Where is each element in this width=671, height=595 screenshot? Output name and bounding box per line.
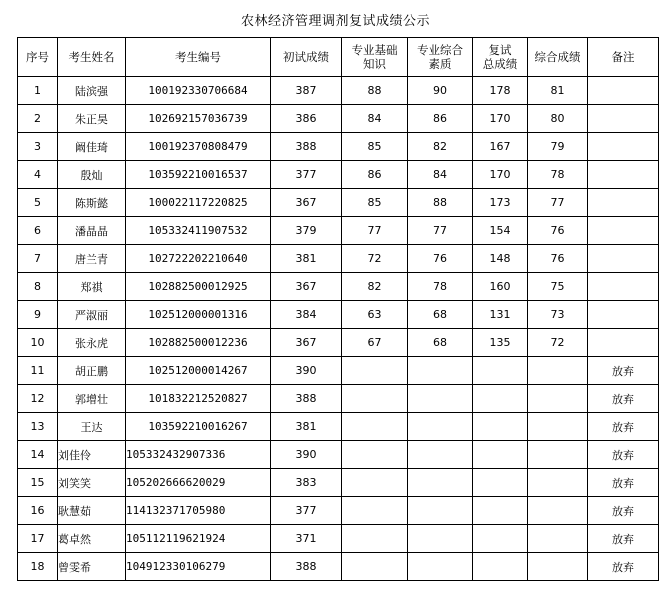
cell-note <box>588 105 659 133</box>
cell-comp: 78 <box>408 273 473 301</box>
cell-total <box>528 413 588 441</box>
header-retest-line2: 总成绩 <box>482 57 518 71</box>
cell-seq: 2 <box>18 105 58 133</box>
cell-seq: 6 <box>18 217 58 245</box>
table-row <box>18 301 659 329</box>
table-row <box>18 385 659 413</box>
cell-comp: 90 <box>408 77 473 105</box>
table-row <box>18 77 659 105</box>
cell-total: 79 <box>528 133 588 161</box>
cell-retest: 170 <box>473 105 528 133</box>
cell-basic: 63 <box>342 301 408 329</box>
cell-name: 张永虎 <box>58 329 126 357</box>
cell-note: 放弃 <box>588 357 659 385</box>
header-comp <box>408 38 473 77</box>
cell-name: 严淑丽 <box>58 301 126 329</box>
cell-note <box>588 245 659 273</box>
cell-basic: 88 <box>342 77 408 105</box>
table-row <box>18 441 659 469</box>
cell-total <box>528 497 588 525</box>
table-row <box>18 329 659 357</box>
cell-id: 105332411907532 <box>126 217 271 245</box>
cell-initial: 388 <box>271 133 342 161</box>
cell-comp: 86 <box>408 105 473 133</box>
cell-retest: 160 <box>473 273 528 301</box>
cell-initial: 367 <box>271 273 342 301</box>
cell-initial: 390 <box>271 441 342 469</box>
cell-retest <box>473 553 528 581</box>
cell-total: 72 <box>528 329 588 357</box>
cell-basic <box>342 413 408 441</box>
cell-name: 耿慧茹 <box>58 497 126 525</box>
cell-name: 潘晶晶 <box>58 217 126 245</box>
cell-name: 殷灿 <box>58 161 126 189</box>
cell-basic <box>342 553 408 581</box>
cell-note: 放弃 <box>588 385 659 413</box>
cell-id: 114132371705980 <box>126 497 271 525</box>
cell-id: 102882500012925 <box>126 273 271 301</box>
cell-seq: 13 <box>18 413 58 441</box>
cell-name: 郭增壮 <box>58 385 126 413</box>
table-row <box>18 245 659 273</box>
cell-initial: 371 <box>271 525 342 553</box>
cell-initial: 381 <box>271 413 342 441</box>
header-row <box>18 38 659 77</box>
cell-initial: 386 <box>271 105 342 133</box>
cell-note: 放弃 <box>588 469 659 497</box>
cell-retest: 148 <box>473 245 528 273</box>
cell-seq: 17 <box>18 525 58 553</box>
cell-name: 王达 <box>58 413 126 441</box>
cell-note: 放弃 <box>588 413 659 441</box>
cell-retest: 170 <box>473 161 528 189</box>
cell-comp: 88 <box>408 189 473 217</box>
cell-name: 陆滨强 <box>58 77 126 105</box>
cell-initial: 387 <box>271 77 342 105</box>
cell-seq: 7 <box>18 245 58 273</box>
cell-basic <box>342 469 408 497</box>
header-retest-line1: 复试 <box>488 43 512 57</box>
cell-retest: 167 <box>473 133 528 161</box>
cell-seq: 5 <box>18 189 58 217</box>
cell-seq: 18 <box>18 553 58 581</box>
table-row <box>18 161 659 189</box>
cell-total: 80 <box>528 105 588 133</box>
cell-name: 唐兰青 <box>58 245 126 273</box>
cell-note: 放弃 <box>588 441 659 469</box>
cell-id: 101832212520827 <box>126 385 271 413</box>
cell-id: 104912330106279 <box>126 553 271 581</box>
cell-comp <box>408 469 473 497</box>
cell-note <box>588 217 659 245</box>
cell-name: 刘笑笑 <box>58 469 126 497</box>
cell-basic <box>342 497 408 525</box>
cell-seq: 14 <box>18 441 58 469</box>
cell-seq: 8 <box>18 273 58 301</box>
table-row <box>18 553 659 581</box>
cell-total <box>528 525 588 553</box>
cell-name: 陈斯懿 <box>58 189 126 217</box>
cell-retest: 154 <box>473 217 528 245</box>
cell-id: 100192370808479 <box>126 133 271 161</box>
cell-comp: 68 <box>408 301 473 329</box>
cell-id: 102722202210640 <box>126 245 271 273</box>
header-basic <box>342 38 408 77</box>
cell-basic: 77 <box>342 217 408 245</box>
cell-total: 73 <box>528 301 588 329</box>
cell-basic: 85 <box>342 133 408 161</box>
cell-initial: 367 <box>271 189 342 217</box>
cell-initial: 384 <box>271 301 342 329</box>
cell-total <box>528 357 588 385</box>
cell-total <box>528 385 588 413</box>
cell-note <box>588 329 659 357</box>
cell-seq: 10 <box>18 329 58 357</box>
header-basic-line2: 知识 <box>363 57 386 71</box>
cell-basic: 82 <box>342 273 408 301</box>
cell-name: 郑祺 <box>58 273 126 301</box>
cell-id: 105332432907336 <box>126 441 271 469</box>
table-row <box>18 189 659 217</box>
table-row <box>18 217 659 245</box>
cell-note <box>588 189 659 217</box>
table-row <box>18 525 659 553</box>
cell-retest <box>473 497 528 525</box>
cell-total <box>528 553 588 581</box>
cell-initial: 377 <box>271 161 342 189</box>
cell-basic: 67 <box>342 329 408 357</box>
cell-seq: 3 <box>18 133 58 161</box>
cell-comp: 68 <box>408 329 473 357</box>
cell-basic <box>342 357 408 385</box>
cell-name: 朱正昊 <box>58 105 126 133</box>
cell-note <box>588 301 659 329</box>
cell-initial: 367 <box>271 329 342 357</box>
cell-retest: 131 <box>473 301 528 329</box>
cell-note <box>588 133 659 161</box>
cell-note: 放弃 <box>588 497 659 525</box>
cell-name: 胡正鹏 <box>58 357 126 385</box>
cell-initial: 379 <box>271 217 342 245</box>
cell-total: 76 <box>528 245 588 273</box>
cell-retest <box>473 525 528 553</box>
cell-comp <box>408 525 473 553</box>
table-row <box>18 497 659 525</box>
cell-total <box>528 441 588 469</box>
cell-id: 105112119621924 <box>126 525 271 553</box>
cell-comp <box>408 357 473 385</box>
cell-comp <box>408 553 473 581</box>
cell-comp: 82 <box>408 133 473 161</box>
table-row <box>18 273 659 301</box>
table-body <box>18 77 659 581</box>
table-row <box>18 413 659 441</box>
cell-basic: 84 <box>342 105 408 133</box>
header-basic-line1: 专业基础 <box>351 43 398 57</box>
page-title: 农林经济管理调剂复试成绩公示 <box>240 14 430 29</box>
cell-total: 78 <box>528 161 588 189</box>
header-note: 备注 <box>588 38 659 77</box>
cell-id: 100022117220825 <box>126 189 271 217</box>
cell-initial: 388 <box>271 553 342 581</box>
cell-initial: 388 <box>271 385 342 413</box>
table-row <box>18 133 659 161</box>
cell-retest <box>473 469 528 497</box>
cell-id: 103592210016267 <box>126 413 271 441</box>
table-row <box>18 105 659 133</box>
cell-retest <box>473 385 528 413</box>
header-comp-line1: 专业综合 <box>417 43 463 57</box>
cell-name: 刘佳伶 <box>58 441 126 469</box>
cell-note <box>588 161 659 189</box>
cell-initial: 390 <box>271 357 342 385</box>
cell-total: 76 <box>528 217 588 245</box>
header-name: 考生姓名 <box>58 38 126 77</box>
cell-retest: 173 <box>473 189 528 217</box>
cell-note <box>588 77 659 105</box>
cell-id: 102692157036739 <box>126 105 271 133</box>
results-table <box>17 37 659 581</box>
cell-comp: 76 <box>408 245 473 273</box>
cell-initial: 377 <box>271 497 342 525</box>
cell-basic <box>342 525 408 553</box>
cell-basic: 85 <box>342 189 408 217</box>
header-total: 综合成绩 <box>528 38 588 77</box>
cell-comp <box>408 497 473 525</box>
cell-id: 102512000001316 <box>126 301 271 329</box>
cell-id: 105202666620029 <box>126 469 271 497</box>
cell-seq: 16 <box>18 497 58 525</box>
cell-basic: 72 <box>342 245 408 273</box>
header-initial: 初试成绩 <box>271 38 342 77</box>
cell-retest: 135 <box>473 329 528 357</box>
cell-id: 103592210016537 <box>126 161 271 189</box>
cell-retest <box>473 441 528 469</box>
header-seq: 序号 <box>18 38 58 77</box>
cell-total: 75 <box>528 273 588 301</box>
cell-seq: 12 <box>18 385 58 413</box>
header-id: 考生编号 <box>126 38 271 77</box>
cell-retest <box>473 413 528 441</box>
cell-id: 100192330706684 <box>126 77 271 105</box>
cell-total: 77 <box>528 189 588 217</box>
header-retest <box>473 38 528 77</box>
cell-seq: 1 <box>18 77 58 105</box>
cell-note: 放弃 <box>588 525 659 553</box>
cell-note <box>588 273 659 301</box>
cell-seq: 9 <box>18 301 58 329</box>
cell-comp <box>408 441 473 469</box>
cell-comp <box>408 413 473 441</box>
cell-id: 102512000014267 <box>126 357 271 385</box>
cell-seq: 4 <box>18 161 58 189</box>
cell-total: 81 <box>528 77 588 105</box>
cell-seq: 15 <box>18 469 58 497</box>
cell-comp: 77 <box>408 217 473 245</box>
cell-total <box>528 469 588 497</box>
cell-retest: 178 <box>473 77 528 105</box>
cell-initial: 383 <box>271 469 342 497</box>
cell-basic: 86 <box>342 161 408 189</box>
cell-retest <box>473 357 528 385</box>
cell-id: 102882500012236 <box>126 329 271 357</box>
cell-note: 放弃 <box>588 553 659 581</box>
cell-name: 曾雯希 <box>58 553 126 581</box>
table-row <box>18 357 659 385</box>
cell-initial: 381 <box>271 245 342 273</box>
cell-comp: 84 <box>408 161 473 189</box>
header-comp-line2: 素质 <box>428 57 452 71</box>
cell-name: 葛卓然 <box>58 525 126 553</box>
cell-comp <box>408 385 473 413</box>
cell-basic <box>342 441 408 469</box>
cell-seq: 11 <box>18 357 58 385</box>
cell-name: 阚佳琦 <box>58 133 126 161</box>
cell-basic <box>342 385 408 413</box>
table-row <box>18 469 659 497</box>
